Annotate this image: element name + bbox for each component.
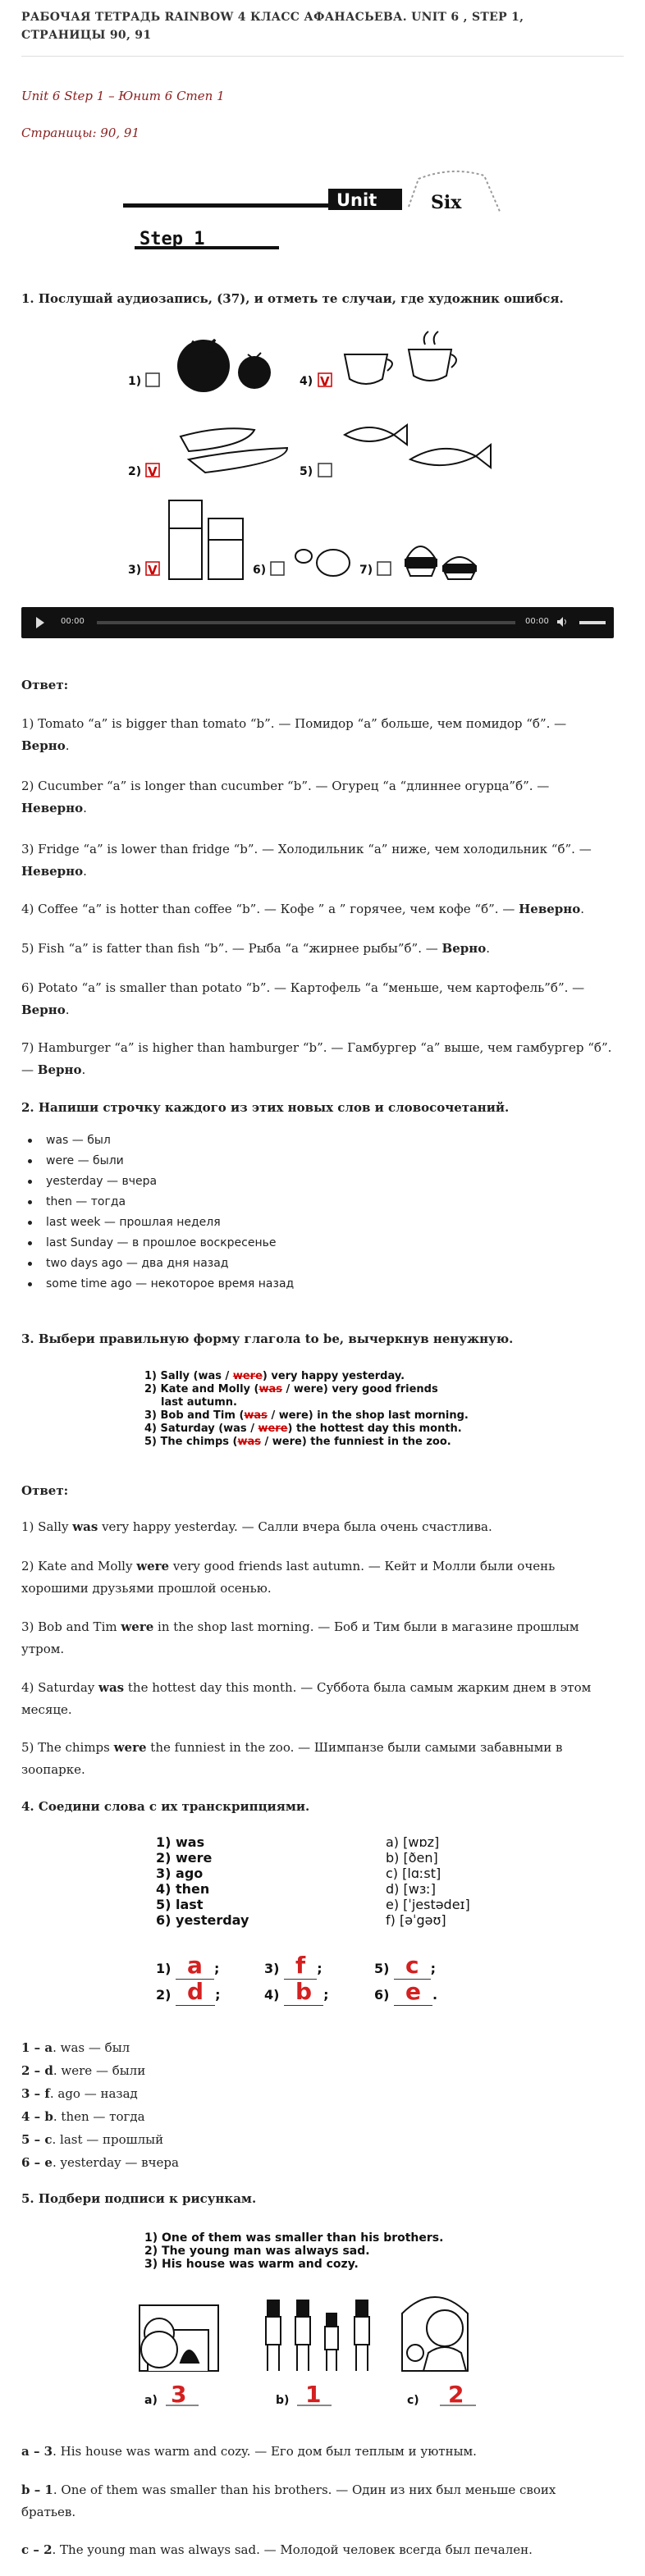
ex4-word: 3) ago — [156, 1866, 204, 1881]
pages-line: Страницы: 90, 91 — [21, 126, 140, 140]
ex4-fill: 2) d ; — [156, 1978, 221, 2005]
ex5-answer-c: c – 2. The young man was always sad. — Молодой человек всегда был печален. — [21, 2542, 533, 2557]
ex5-title: 5. Подбери подписи к рисункам. — [21, 2191, 257, 2206]
ex4-transcription-column — [386, 1834, 470, 1928]
ex4-answers — [21, 2036, 614, 2174]
six-label: Six — [431, 192, 462, 213]
ex1-answer-7: 7) Hamburger “a” is higher than hamburger “b”. — Гамбургер “а” выше, чем гамбургер “б”. — Верно. — [21, 1040, 612, 1077]
ex3-answer-4: 4) Saturday was the hottest day this month. — Суббота была самым жарким днем в этом месяце. — [21, 1680, 592, 1717]
page-title: РАБОЧАЯ ТЕТРАДЬ RAINBOW 4 КЛАСС АФАНАСЬЕВА. UNIT 6 , STEP 1, СТРАНИЦЫ 90, 91 — [21, 11, 524, 42]
ex4-answer: 4 – b. then — тогда — [21, 2109, 145, 2124]
pic-label: c) — [407, 2394, 419, 2407]
subtitle: Unit 6 Step 1 – Юнит 6 Степ 1 — [21, 89, 225, 103]
ex4-answer: 5 – c. last — прошлый — [21, 2132, 164, 2147]
ex1-answer-label: Ответ: — [21, 678, 69, 692]
ex3-exercise-image — [144, 1370, 505, 1449]
check-mark: V — [148, 563, 158, 578]
step-label: Step 1 — [140, 229, 205, 249]
ex4-word: 2) were — [156, 1850, 213, 1866]
ex4-transcription: e) [ˈjestədeɪ] — [386, 1897, 470, 1912]
list-item: was — был — [46, 1130, 294, 1151]
list-item: two days ago — два дня назад — [46, 1254, 294, 1274]
pic-answer: 1 — [305, 2381, 322, 2408]
ex1-answer-2: 2) Cucumber “a” is longer than cucumber “b”. — Огурец “а “длиннее огурца”б”. — Неверно. — [21, 779, 550, 815]
ex4-word: 5) last — [156, 1897, 204, 1912]
ex1-answer-4: 4) Coffee “a” is hotter than coffee “b”. — Кофе ” а ” горячее, чем кофе “б”. — Неверно. — [21, 902, 585, 916]
ex5-captions — [144, 2231, 443, 2271]
ex4-fill: 5) c ; — [374, 1952, 437, 1979]
potato-icon — [295, 550, 350, 576]
ex1-answer-1: 1) Tomato “a” is bigger than tomato “b”. — Помидор “а” больше, чем помидор “б”. — Верно. — [21, 716, 567, 753]
ex5-illustrations — [123, 2281, 517, 2412]
volume-slider[interactable] — [579, 621, 606, 624]
unit-banner — [123, 164, 509, 275]
ex1-title: 1. Послушай аудиозапись, (37), и отметь те случаи, где художник ошибся. — [21, 291, 564, 306]
ex4-transcription: f) [əˈgəʊ] — [386, 1912, 446, 1928]
ex5-answer-a: a – 3. His house was warm and cozy. — Его дом был теплым и уютным. — [21, 2444, 477, 2459]
ex5-answer-b: b – 1. One of them was smaller than his brothers. — Один из них был меньше своих братьев. — [21, 2482, 556, 2519]
ex3-sentence: 2) Kate and Molly (was / were) very good friends — [144, 1383, 438, 1395]
ex3-answer-1: 1) Sally was very happy yesterday. — Салли вчера была очень счастлива. — [21, 1519, 492, 1534]
ex3-answer-5: 5) The chimps were the funniest in the zoo. — Шимпанзе были самыми забавными в зоопарке. — [21, 1740, 563, 1777]
checkbox-5 — [318, 464, 332, 477]
ex1-item-label: 5) — [300, 465, 313, 478]
pic-label: a) — [144, 2394, 158, 2407]
ex4-fill: 3) f ; — [264, 1952, 322, 1979]
ex5-caption: 3) His house was warm and cozy. — [144, 2258, 359, 2271]
ex1-item-label: 2) — [128, 465, 142, 478]
unit-label: Unit — [336, 190, 377, 210]
ex4-transcription: d) [wɜː] — [386, 1881, 436, 1897]
ex1-answer-6: 6) Potato “a” is smaller than potato “b”. — Картофель “а “меньше, чем картофель”б”. — Верно. — [21, 980, 585, 1017]
audio-progress-bar[interactable] — [97, 621, 515, 624]
pic-answer: 2 — [448, 2381, 464, 2408]
ex4-answer: 2 – d. were — были — [21, 2063, 146, 2078]
ex3-sentence: 5) The chimps (was / were) the funniest in the zoo. — [144, 1436, 451, 1448]
ex1-answer-3: 3) Fridge “a” is lower than fridge “b”. — Холодильник “а” ниже, чем холодильник “б”. — Неверно. — [21, 842, 592, 879]
list-item: were — были — [46, 1151, 294, 1172]
ex3-sentence: last autumn. — [161, 1396, 237, 1409]
list-item: some time ago — некоторое время назад — [46, 1274, 294, 1295]
pic-answer: 3 — [171, 2381, 187, 2408]
list-item: then — тогда — [46, 1192, 294, 1213]
check-mark: V — [148, 464, 158, 479]
list-item: yesterday — вчера — [46, 1172, 294, 1192]
ex4-transcription: c) [lɑːst] — [386, 1866, 441, 1881]
ex1-item-label: 1) — [128, 375, 142, 388]
audio-duration: 00:00 — [525, 617, 549, 626]
ex4-answer: 3 – f. ago — назад — [21, 2086, 138, 2101]
ex4-fill: 4) b ; — [264, 1978, 329, 2005]
cucumber-icon — [181, 428, 287, 473]
ex3-answer-3: 3) Bob and Tim were in the shop last morning. — Боб и Тим были в магазине прошлым утром. — [21, 1619, 579, 1656]
checkbox-1 — [146, 373, 159, 386]
ex4-title: 4. Соедини слова с их транскрипциями. — [21, 1799, 310, 1814]
pic-label: b) — [276, 2394, 290, 2407]
coffee-cup-icon — [345, 331, 456, 384]
ex3-answer-2: 2) Kate and Molly were very good friends last autumn. — Кейт и Молли были очень хорошими друзьями прошлой осенью. — [21, 1559, 556, 1596]
checkbox-7 — [377, 562, 391, 575]
play-icon[interactable] — [36, 617, 44, 628]
ex1-illustration — [123, 328, 501, 595]
audio-current-time: 00:00 — [61, 617, 85, 626]
ex1-item-label: 7) — [359, 564, 373, 577]
ex1-answer-5: 5) Fish “a” is fatter than fish “b”. — Рыба “а “жирнее рыбы”б”. — Верно. — [21, 941, 491, 956]
cozy-house-picture — [140, 2305, 218, 2371]
ex4-word: 6) yesterday — [156, 1912, 249, 1928]
ex4-word: 4) then — [156, 1881, 210, 1897]
list-item: last week — прошлая неделя — [46, 1213, 294, 1233]
ex4-answer: 6 – e. yesterday — вчера — [21, 2155, 179, 2170]
ex1-item-label: 6) — [253, 564, 267, 577]
list-item: last Sunday — в прошлое воскресенье — [46, 1233, 294, 1254]
ex3-sentence: 4) Saturday (was / were) the hottest day this month. — [144, 1423, 462, 1435]
ex3-sentence: 3) Bob and Tim (was / were) in the shop last morning. — [144, 1409, 469, 1422]
ex3-title: 3. Выбери правильную форму глагола to be, вычеркнув ненужную. — [21, 1331, 514, 1346]
fridge-icon — [169, 500, 243, 579]
ex2-title: 2. Напиши строчку каждого из этих новых слов и словосочетаний. — [21, 1100, 510, 1115]
toy-soldiers-picture — [266, 2300, 369, 2371]
ex1-item-label: 3) — [128, 564, 142, 577]
ex4-transcription: a) [wɒz] — [386, 1834, 440, 1850]
checkbox-6 — [271, 562, 284, 575]
ex2-word-list — [46, 1130, 294, 1295]
tomato-icon — [177, 340, 271, 392]
ex5-caption: 1) One of them was smaller than his brothers. — [144, 2231, 444, 2245]
sad-man-picture — [402, 2297, 468, 2371]
ex4-answer: 1 – a. was — был — [21, 2040, 130, 2055]
check-mark: V — [320, 374, 330, 389]
header-divider — [21, 56, 624, 57]
volume-icon[interactable] — [556, 616, 568, 628]
fish-icon — [345, 425, 491, 468]
ex4-fill: 1) a ; — [156, 1952, 220, 1979]
ex5-caption: 2) The young man was always sad. — [144, 2245, 370, 2258]
audio-player — [21, 607, 614, 638]
ex3-answer-label: Ответ: — [21, 1483, 69, 1498]
ex4-fill: 6) e . — [374, 1978, 438, 2005]
ex3-sentence: 1) Sally (was / were) very happy yesterday. — [144, 1370, 405, 1382]
hamburger-icon — [405, 546, 476, 579]
ex4-word: 1) was — [156, 1834, 205, 1850]
ex4-word-column — [156, 1834, 249, 1928]
ex4-transcription: b) [ðen] — [386, 1850, 438, 1866]
ex1-item-label: 4) — [300, 375, 313, 388]
